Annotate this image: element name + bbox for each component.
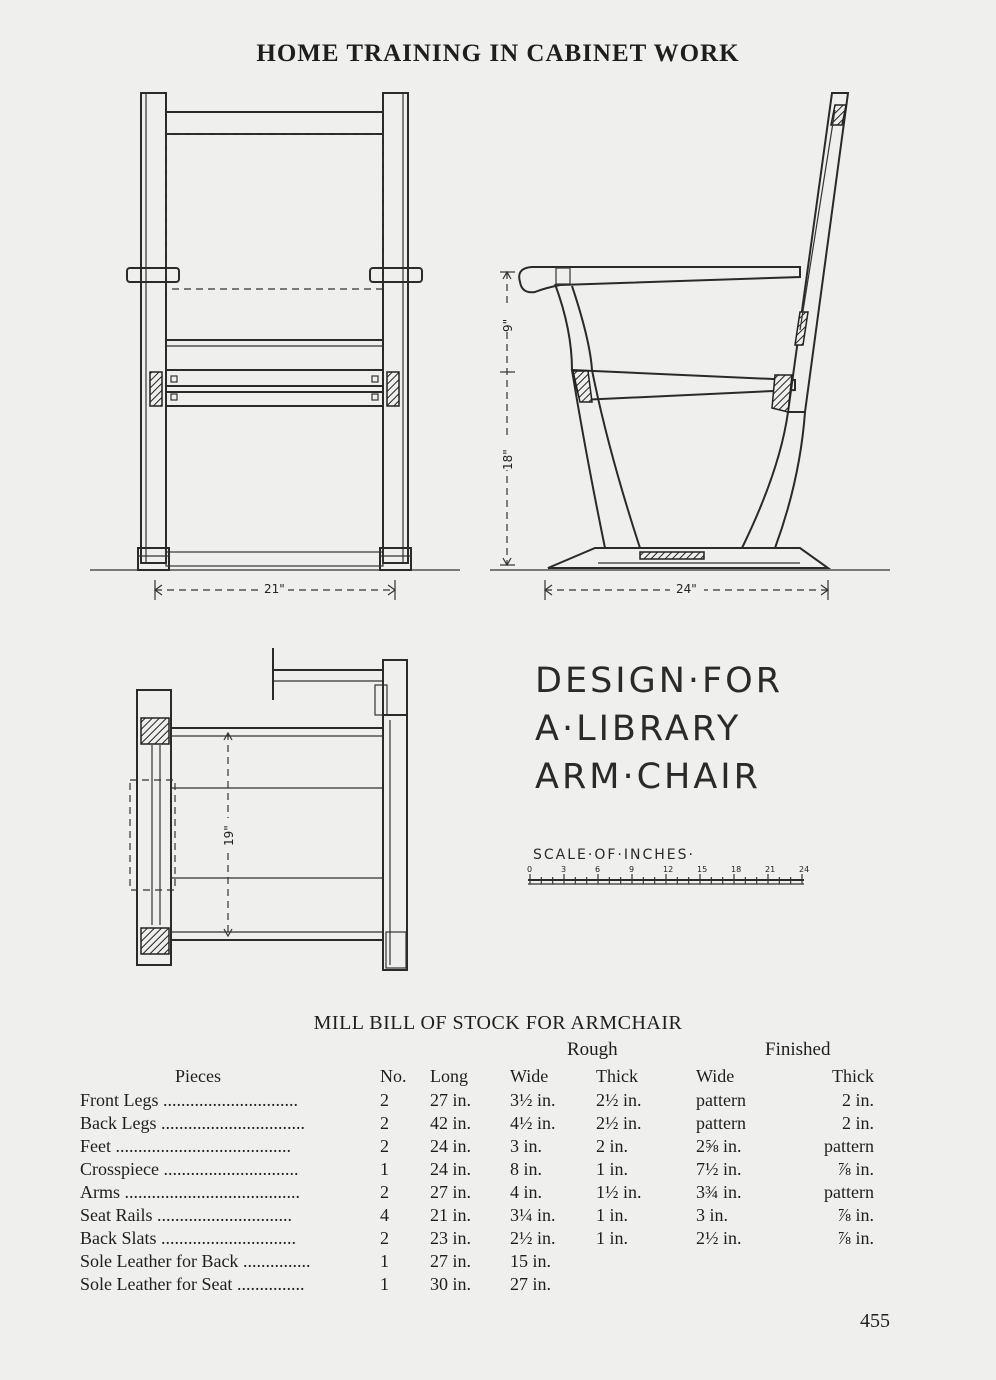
page-number: 455 [860,1310,890,1332]
cell-long: 24 in. [430,1159,472,1179]
table-row [80,1112,874,1135]
cell-long: 27 in. [430,1182,472,1202]
table-row [80,1204,874,1227]
plan-width-dimension: 19" [222,825,236,846]
cell-piece: Front Legs .............................. [80,1090,298,1110]
dot-leader: ....................................... [120,1182,300,1202]
cell-finished-wide: pattern [696,1090,746,1110]
cell-rough-thick: 1 in. [596,1159,629,1179]
table-row [80,1135,874,1158]
cell-long: 27 in. [430,1251,472,1271]
cell-no: 4 [380,1205,389,1225]
dot-leader: ....................................... [111,1136,291,1156]
cell-finished-wide: 7½ in. [696,1159,742,1179]
cell-long: 42 in. [430,1113,472,1133]
mill-bill-table [80,1064,874,1296]
scale-tick-label: 18 [731,865,742,874]
dot-leader: .............................. [158,1159,299,1179]
cell-finished-thick: ⅞ in. [837,1228,874,1248]
cell-finished-thick: ⅞ in. [837,1205,874,1225]
cell-piece: Arms ....................................... [80,1182,300,1202]
cell-long: 27 in. [430,1090,472,1110]
scale-tick-label: 15 [697,865,708,874]
cell-piece: Back Legs ................................ [80,1113,305,1133]
cell-no: 2 [380,1228,389,1248]
header-rough-wide: Wide [510,1066,549,1086]
table-row [80,1181,874,1204]
cell-finished-wide [696,1250,794,1273]
cell-no: 2 [380,1182,389,1202]
design-title-line-1: DESIGN·FOR [535,661,784,701]
cell-finished-thick: pattern [824,1136,874,1156]
bill-title: MILL BILL OF STOCK FOR ARMCHAIR [313,1012,683,1034]
scale-bar [527,865,809,884]
cell-rough-wide: 4 in. [510,1182,543,1202]
cell-long: 30 in. [430,1274,472,1294]
design-title-line-2: A·LIBRARY [535,709,742,749]
table-row [80,1158,874,1181]
cell-finished-thick: pattern [824,1182,874,1202]
cell-finished-wide: pattern [696,1113,746,1133]
cell-rough-thick: 2½ in. [596,1113,642,1133]
dot-leader: ................................ [156,1113,305,1133]
scale-tick-label: 0 [527,865,533,874]
cell-no: 2 [380,1090,389,1110]
seat-height-dimension: 18" [501,449,515,470]
cell-rough-thick [596,1273,696,1296]
cell-long: 23 in. [430,1228,472,1248]
scale-tick-label: 3 [561,865,567,874]
cell-rough-thick: 2 in. [596,1136,629,1156]
group-finished: Finished [765,1039,831,1060]
cell-long: 24 in. [430,1136,472,1156]
cell-rough-wide: 2½ in. [510,1228,556,1248]
scale-tick-label: 9 [629,865,635,874]
header-long: Long [430,1066,468,1086]
cell-finished-thick: 2 in. [841,1090,874,1110]
cell-piece: Seat Rails .............................. [80,1205,292,1225]
scale-tick-label: 6 [595,865,601,874]
design-title [535,657,783,801]
cell-rough-wide: 27 in. [510,1274,552,1294]
table-row [80,1250,874,1273]
cell-finished-thick [794,1273,874,1296]
cell-finished-thick: 2 in. [841,1113,874,1133]
header-finished-thick: Thick [832,1066,874,1086]
cell-finished-wide: 3 in. [696,1205,729,1225]
table-header-row [80,1064,874,1089]
cell-piece: Sole Leather for Seat ............... [80,1274,305,1294]
cell-piece: Back Slats .............................. [80,1228,296,1248]
front-elevation [90,93,460,600]
cell-finished-wide: 2½ in. [696,1228,742,1248]
front-width-dimension: 21" [264,582,285,596]
cell-rough-thick: 1 in. [596,1205,629,1225]
cell-rough-wide: 8 in. [510,1159,543,1179]
cell-finished-wide: 3¾ in. [696,1182,742,1202]
cell-rough-wide: 4½ in. [510,1113,556,1133]
dot-leader: ............... [238,1251,311,1271]
cell-piece: Sole Leather for Back ............... [80,1251,311,1271]
scale-tick-label: 12 [663,865,674,874]
group-rough: Rough [567,1039,618,1060]
cell-rough-thick: 2½ in. [596,1090,642,1110]
table-row [80,1089,874,1112]
cell-finished-thick: ⅞ in. [837,1159,874,1179]
header-pieces: Pieces [175,1066,221,1086]
cell-rough-thick: 1½ in. [596,1182,642,1202]
cell-rough-thick [596,1250,696,1273]
header-no: No. [380,1066,407,1086]
cell-finished-wide: 2⅝ in. [696,1136,742,1156]
scale-tick-label: 21 [765,865,776,874]
header-finished-wide: Wide [696,1066,735,1086]
dot-leader: .............................. [158,1090,298,1110]
arm-height-dimension: 9" [501,318,515,332]
cell-no: 1 [380,1159,389,1179]
cell-no: 1 [380,1274,389,1294]
cell-rough-thick: 1 in. [596,1228,629,1248]
cell-piece: Crosspiece .............................. [80,1159,299,1179]
scale-label: SCALE·OF·INCHES· [533,847,695,863]
cell-rough-wide: 3 in. [510,1136,543,1156]
plan-view [130,648,407,970]
cell-no: 2 [380,1136,389,1156]
cell-finished-wide [696,1273,794,1296]
scale-tick-label: 24 [799,865,810,874]
cell-finished-thick [794,1250,874,1273]
dot-leader: .............................. [152,1205,292,1225]
cell-rough-wide: 3½ in. [510,1090,556,1110]
dot-leader: ............... [232,1274,305,1294]
cell-no: 1 [380,1251,389,1271]
table-row [80,1227,874,1250]
cell-piece: Feet ....................................... [80,1136,291,1156]
cell-no: 2 [380,1113,389,1133]
cell-rough-wide: 3¼ in. [510,1205,556,1225]
dot-leader: .............................. [156,1228,296,1248]
cell-long: 21 in. [430,1205,472,1225]
design-title-line-3: ARM·CHAIR [535,757,761,797]
cell-rough-wide: 15 in. [510,1251,552,1271]
table-row [80,1273,874,1296]
page-heading: HOME TRAINING IN CABINET WORK [256,40,740,67]
header-rough-thick: Thick [596,1066,638,1086]
side-elevation [490,93,890,600]
side-depth-dimension: 24" [676,582,697,596]
